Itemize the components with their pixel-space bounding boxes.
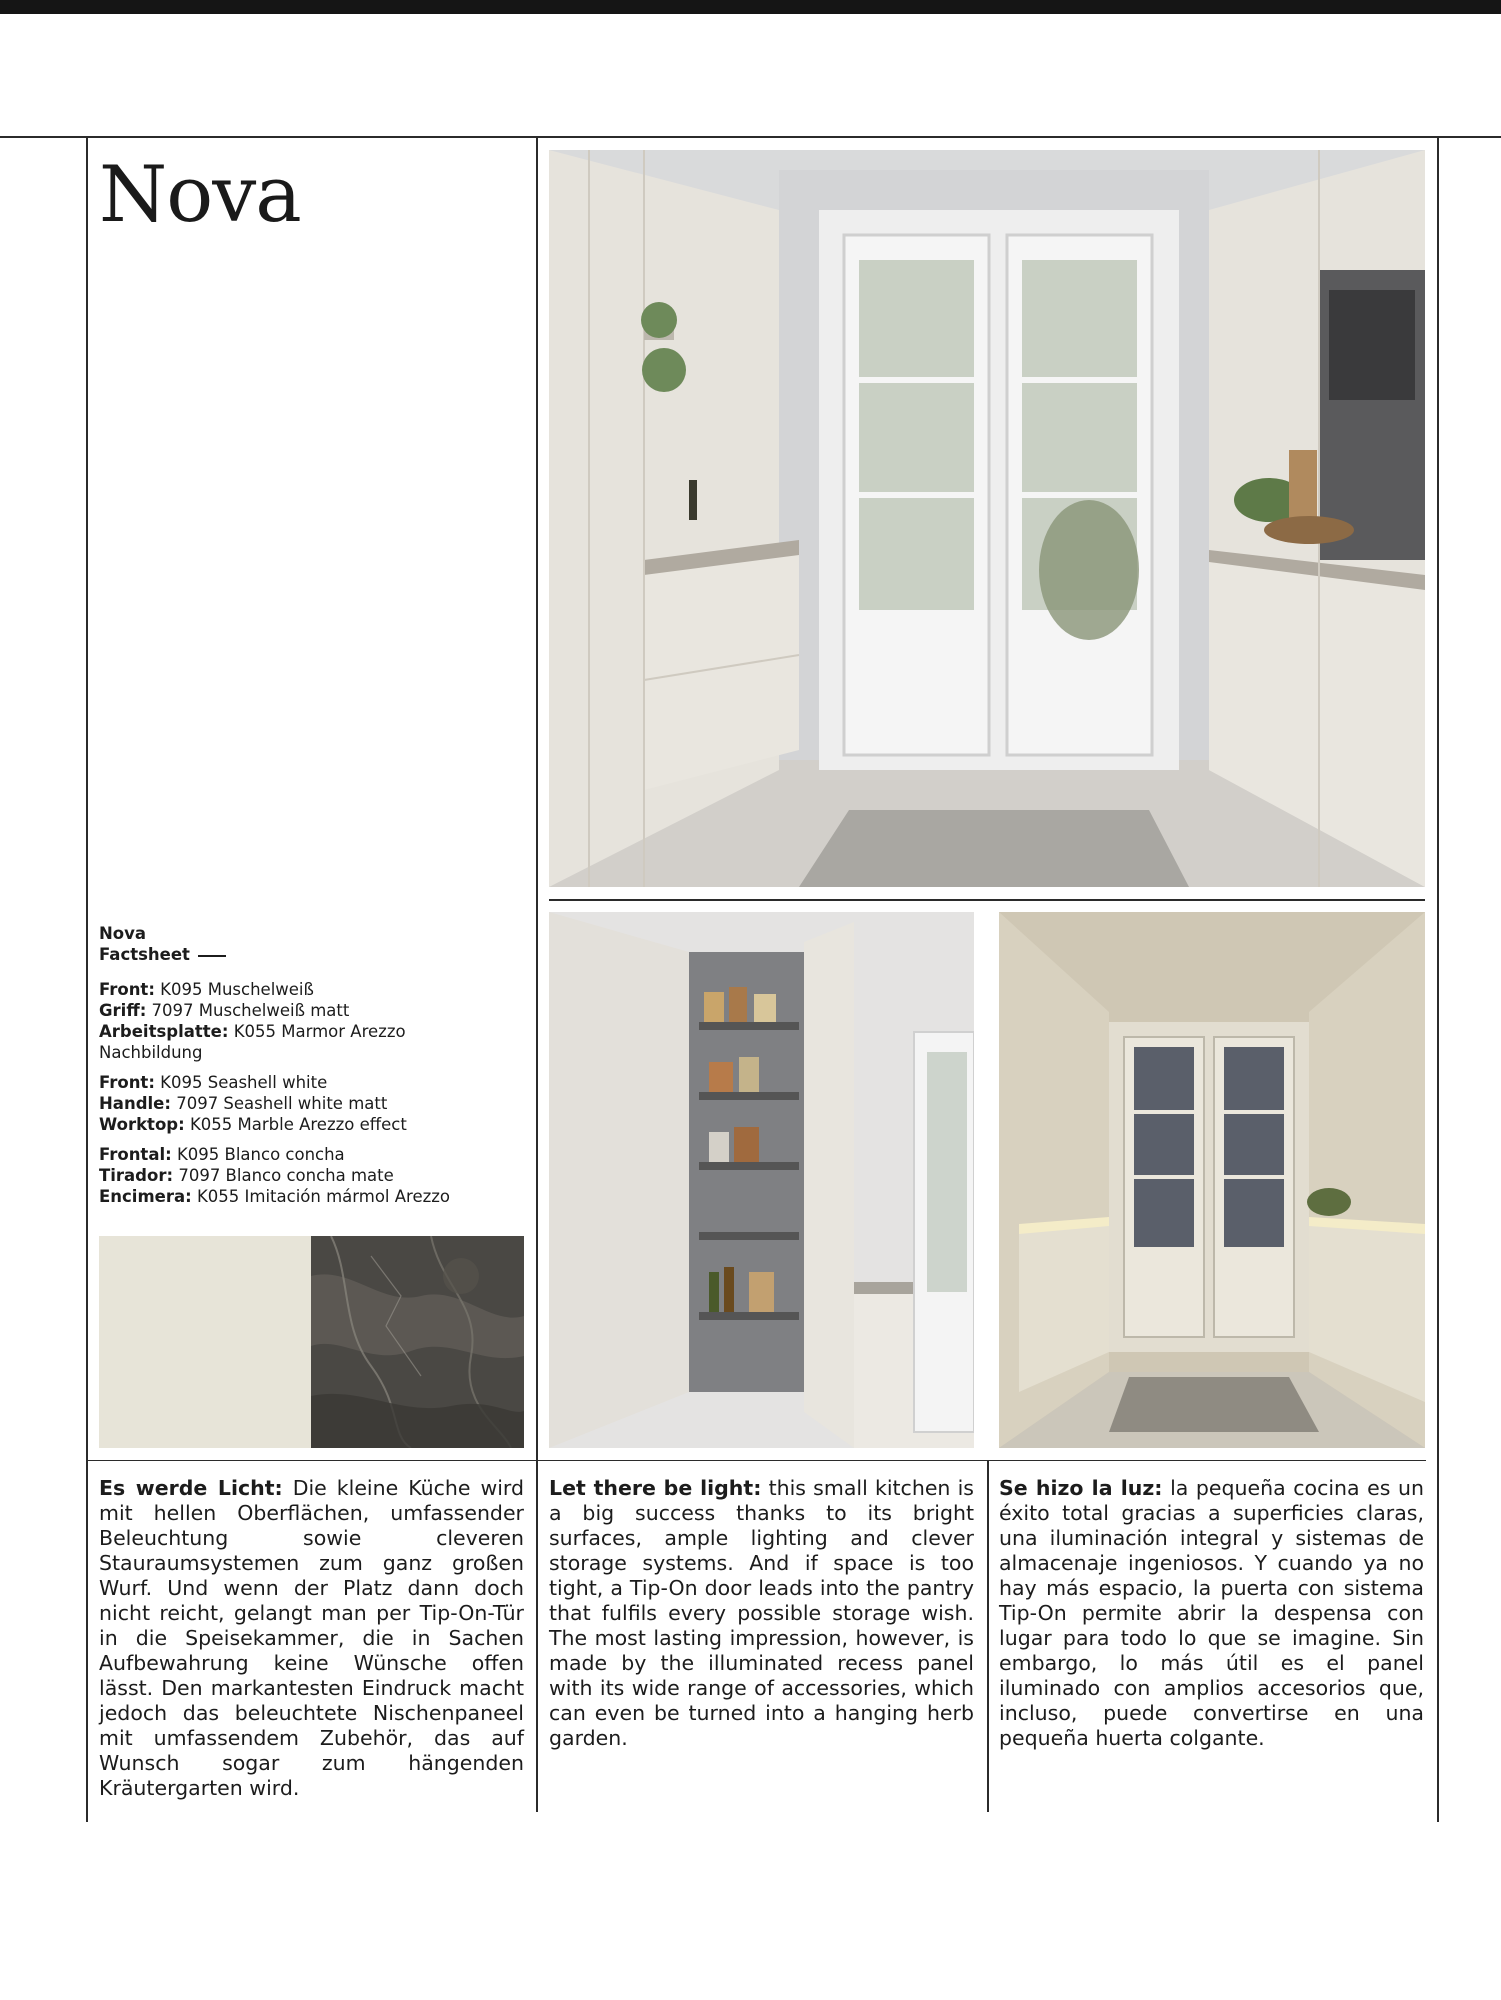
- column-lead: Let there be light:: [549, 1476, 762, 1500]
- spec-line: [99, 1093, 519, 1114]
- kitchen-image: [549, 150, 1425, 887]
- evening-image: [999, 912, 1425, 1448]
- factsheet-label: Factsheet: [99, 945, 190, 964]
- front-color-swatch: [99, 1236, 311, 1448]
- text-divider: [86, 1460, 1426, 1461]
- evening-kitchen-photo: [999, 912, 1425, 1448]
- right-rule: [1437, 136, 1439, 1822]
- photo-divider: [549, 899, 1425, 901]
- spec-value: K055 Marble Arezzo effect: [184, 1115, 407, 1134]
- spec-line: [99, 1021, 439, 1063]
- spec-group-en: [99, 1072, 519, 1135]
- spec-line: [99, 979, 519, 1000]
- top-rule: [0, 136, 1501, 138]
- dash-line: [198, 955, 226, 957]
- spec-value: 7097 Blanco concha mate: [173, 1166, 394, 1185]
- spec-line: [99, 1114, 519, 1135]
- spec-key: Handle:: [99, 1094, 171, 1113]
- text-column-de: [99, 1476, 524, 1801]
- spec-key: Worktop:: [99, 1115, 185, 1134]
- text-column-en: [549, 1476, 974, 1751]
- spec-key: Encimera:: [99, 1187, 192, 1206]
- spec-key: Arbeitsplatte:: [99, 1022, 229, 1041]
- column-body: this small kitchen is a big success thanks to its bright surfaces, ample lighting and clever storage systems. And if space is too tight, a Tip-On door leads into the pantry that fulfils every possible storage wish. The most lasting impression, however, is made by the illuminated recess panel with its wide range of accessories, which can even be turned into a hanging herb garden.: [549, 1476, 974, 1750]
- column-divider-1: [987, 1460, 989, 1812]
- spec-value: K095 Muschelweiß: [154, 980, 314, 999]
- bottom-bar: [0, 0, 1501, 14]
- spec-value: K055 Imitación mármol Arezzo: [191, 1187, 451, 1206]
- left-rule: [86, 136, 88, 1822]
- spec-value: 7097 Muschelweiß matt: [146, 1001, 350, 1020]
- factsheet-name: Nova: [99, 924, 147, 943]
- spec-value: K095 Seashell white: [154, 1073, 328, 1092]
- page-title: Nova: [99, 150, 301, 240]
- spec-group-de: [99, 979, 519, 1063]
- spec-line: [99, 1072, 519, 1093]
- pantry-image: [549, 912, 974, 1448]
- spec-line: [99, 1000, 519, 1021]
- worktop-marble-swatch: [311, 1236, 524, 1448]
- factsheet-label-row: [99, 944, 519, 965]
- column-body: la pequeña cocina es un éxito total gracias a superficies claras, una iluminación integral y sistemas de almacenaje ingeniosos. Y cuando ya no hay más espacio, la puerta con sistema Tip-On permite abrir la despensa con lugar para todo lo que se imagine. Sin embargo, lo más útil es el panel iluminado con amplios accesorios que, incluso, puede convertirse en una pequeña huerta colgante.: [999, 1476, 1425, 1750]
- spec-value: K055 Marmor Arezzo Nachbildung: [99, 1022, 406, 1062]
- column-body: Die kleine Küche wird mit hellen Oberflächen, umfassender Beleuchtung sowie cleveren Stauraumsystemen zum ganz großen Wurf. Und wenn der Platz dann doch nicht reicht, gelangt man per Tip-On-Tür in die Speisekammer, die in Sachen Aufbewahrung keine Wünsche offen lässt. Den markantesten Eindruck macht jedoch das beleuchtete Nischenpaneel mit umfassendem Zubehör, das auf Wunsch sogar zum hängenden Kräutergarten wird.: [99, 1476, 524, 1800]
- spec-key: Front:: [99, 1073, 155, 1092]
- column-lead: Es werde Licht:: [99, 1476, 283, 1500]
- spec-key: Tirador:: [99, 1166, 174, 1185]
- spec-key: Front:: [99, 980, 155, 999]
- spec-value: 7097 Seashell white matt: [170, 1094, 388, 1113]
- spec-key: Griff:: [99, 1001, 147, 1020]
- main-kitchen-photo: [549, 150, 1425, 887]
- spec-line: [99, 1165, 519, 1186]
- pantry-photo: [549, 912, 974, 1448]
- text-column-es: [999, 1476, 1424, 1751]
- spec-group-es: [99, 1144, 519, 1207]
- factsheet: [99, 923, 519, 1207]
- spec-value: K095 Blanco concha: [171, 1145, 345, 1164]
- spec-key: Frontal:: [99, 1145, 172, 1164]
- column-lead: Se hizo la luz:: [999, 1476, 1163, 1500]
- spec-line: [99, 1144, 519, 1165]
- spec-line: [99, 1186, 519, 1207]
- center-rule: [536, 136, 538, 1812]
- marble-texture: [311, 1236, 524, 1448]
